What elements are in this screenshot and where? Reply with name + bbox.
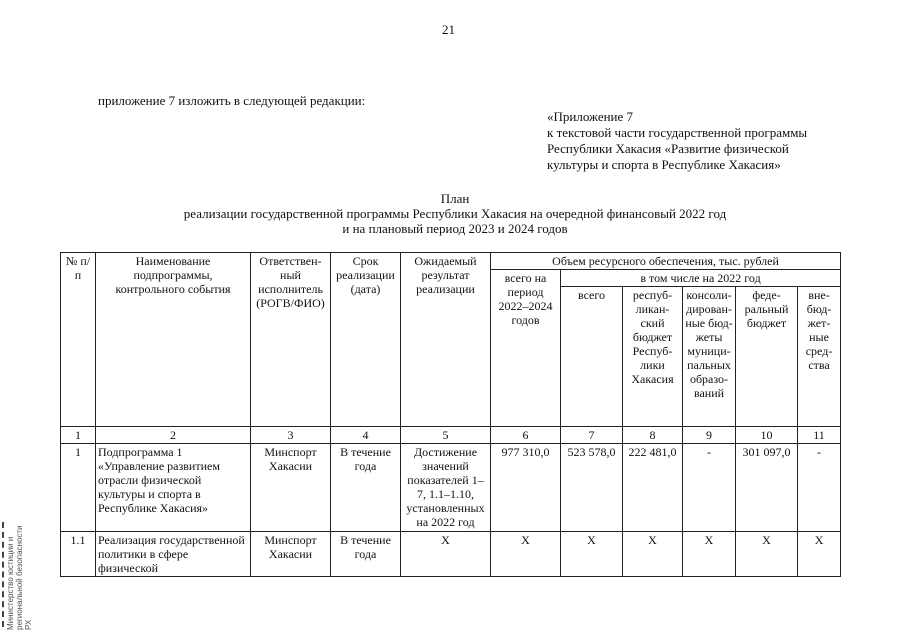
plan-title: План — [440, 191, 470, 206]
header-result: Ожидаемый результат реализации — [401, 253, 491, 427]
table-row — [61, 444, 841, 532]
row-name: Подпрограмма 1 «Управление развитием отрасли физической культуры и спорта в Республике Хакасия» — [96, 444, 251, 532]
row-republic: 222 481,0 — [623, 444, 683, 532]
header-republic: респуб-ликан-ский бюджет Респуб-лики Хакасия — [623, 287, 683, 427]
header-total: всего — [561, 287, 623, 427]
row-result: Достижение значений показателей 1–7, 1.1–1.10, установленных на 2022 год — [401, 444, 491, 532]
intro-text: приложение 7 изложить в следующей редакции: — [98, 93, 366, 108]
row-municipal: - — [683, 444, 736, 532]
row-extra: - — [798, 444, 841, 532]
header-incl-2022: в том числе на 2022 год — [561, 270, 841, 287]
header-num: № п/п — [61, 253, 96, 427]
header-resources: Объем ресурсного обеспечения, тыс. рублей — [491, 253, 841, 270]
row-extra: X — [798, 532, 841, 577]
row-term: В течение года — [331, 532, 401, 577]
header-name: Наименование подпрограммы, контрольного события — [96, 253, 251, 427]
plan-subtitle-line-1: реализации государственной программы Республики Хакасия на очередной финансовый 2022 год — [183, 206, 727, 221]
page-number: 21 — [442, 22, 455, 37]
appendix-header — [547, 109, 807, 173]
column-number: 9 — [683, 427, 736, 444]
side-stamp: Министерство юстиции и региональной безопасности РХ — [6, 525, 33, 630]
plan-subtitle-line-2: и на плановый период 2023 и 2024 годов — [342, 221, 568, 236]
column-number: 1 — [61, 427, 96, 444]
header-federal: феде-ральный бюджет — [736, 287, 798, 427]
column-number: 7 — [561, 427, 623, 444]
column-number: 3 — [251, 427, 331, 444]
row-republic: X — [623, 532, 683, 577]
column-number: 8 — [623, 427, 683, 444]
header-responsible: Ответствен-ный исполнитель (РОГВ/ФИО) — [251, 253, 331, 427]
row-total: 523 578,0 — [561, 444, 623, 532]
header-term: Срок реализации (дата) — [331, 253, 401, 427]
row-total-period: 977 310,0 — [491, 444, 561, 532]
column-number: 6 — [491, 427, 561, 444]
row-federal: 301 097,0 — [736, 444, 798, 532]
row-total-period: X — [491, 532, 561, 577]
table-row — [61, 532, 841, 577]
column-number-row — [61, 427, 841, 444]
column-number: 4 — [331, 427, 401, 444]
appendix-line: «Приложение 7 — [547, 109, 634, 124]
header-extra: вне-бюд-жет-ные сред-ства — [798, 287, 841, 427]
column-number: 10 — [736, 427, 798, 444]
appendix-line: культуры и спорта в Республике Хакасия» — [547, 157, 781, 172]
appendix-line: к текстовой части государственной программы — [547, 125, 808, 140]
row-responsible: Минспорт Хакасии — [251, 532, 331, 577]
column-number: 2 — [96, 427, 251, 444]
row-municipal: X — [683, 532, 736, 577]
row-num: 1.1 — [61, 532, 96, 577]
row-responsible: Минспорт Хакасии — [251, 444, 331, 532]
header-municipal: консоли-дирован-ные бюд-жеты муници-пальных образо-ваний — [683, 287, 736, 427]
plan-table — [60, 252, 841, 577]
row-federal: X — [736, 532, 798, 577]
header-total-period: всего на период 2022–2024 годов — [491, 270, 561, 427]
row-name: Реализация государственной политики в сфере физической — [96, 532, 251, 577]
row-term: В течение года — [331, 444, 401, 532]
row-result: X — [401, 532, 491, 577]
column-number: 11 — [798, 427, 841, 444]
row-total: X — [561, 532, 623, 577]
appendix-line: Республики Хакасия «Развитие физической — [547, 141, 789, 156]
column-number: 5 — [401, 427, 491, 444]
row-num: 1 — [61, 444, 96, 532]
